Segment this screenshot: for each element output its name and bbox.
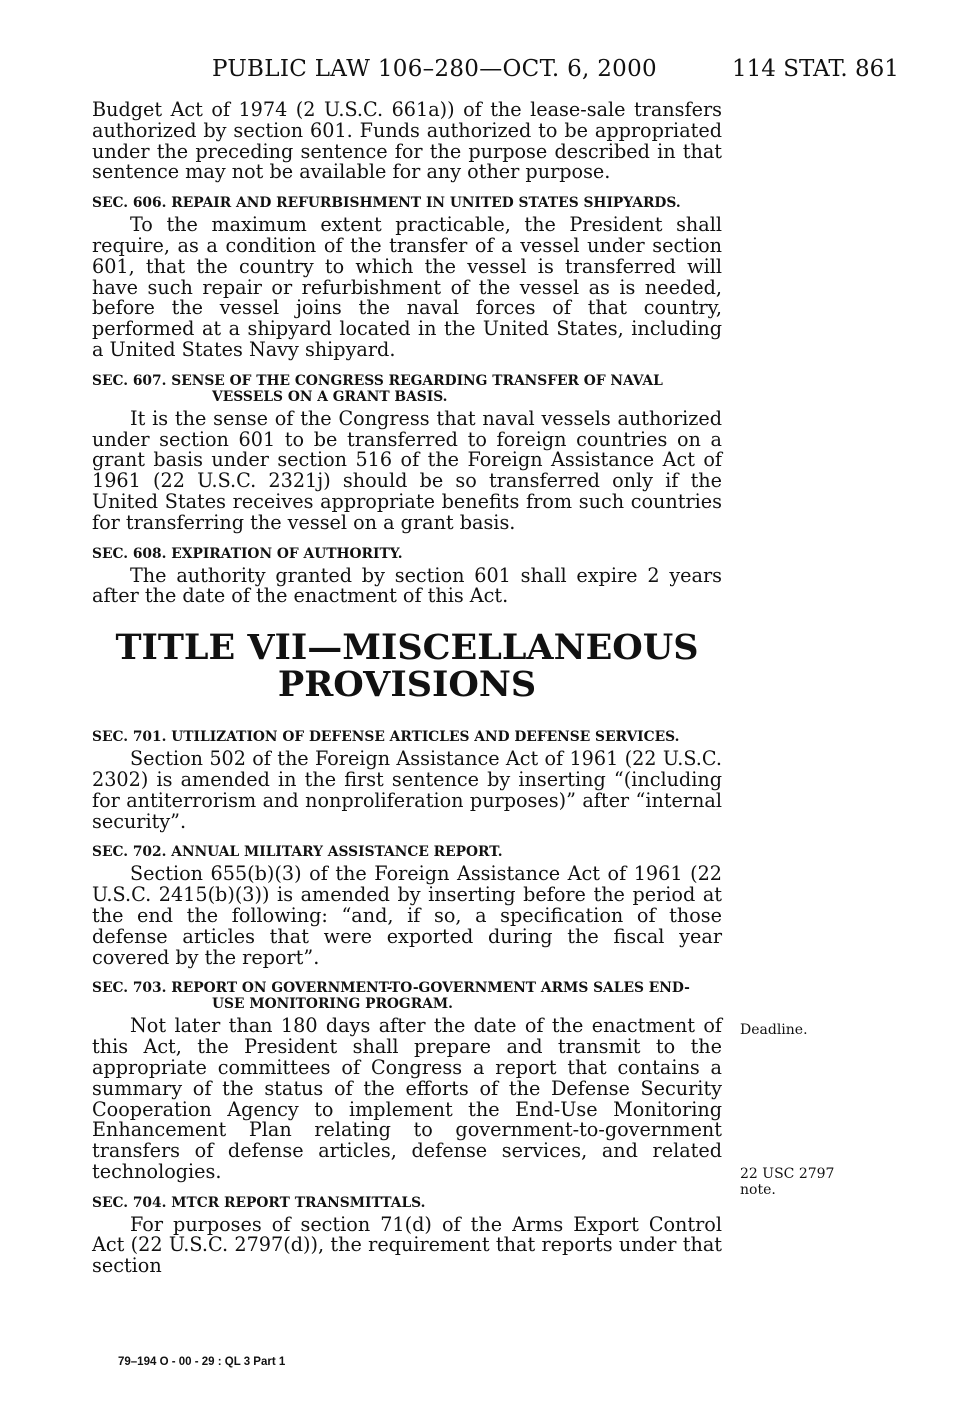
section-number: SEC. 704. xyxy=(92,1194,167,1211)
margin-note-usc xyxy=(740,1166,834,1198)
section-704-body: For purposes of section 71(d) of the Arms Export Control Act (22 U.S.C. 2797(d)), the requirement that reports under that section xyxy=(92,1212,722,1278)
section-701-body: Section 502 of the Foreign Assistance Act of 1961 (22 U.S.C. 2302) is amended in the first sentence by inserting “(including for antiterrorism and nonproliferation purposes)” after “internal security”. xyxy=(92,747,722,833)
section-number: SEC. 703. xyxy=(92,980,167,997)
section-number: SEC. 608. xyxy=(92,545,167,562)
running-header xyxy=(0,56,954,92)
header-stat-page: 114 STAT. 861 xyxy=(732,56,899,82)
section-title: REPAIR AND REFURBISHMENT IN UNITED STATES SHIPYARDS. xyxy=(171,195,681,212)
margin-note-deadline: Deadline. xyxy=(740,1022,808,1038)
margin-note-usc-line1: 22 USC 2797 xyxy=(740,1166,835,1182)
margin-note-usc-line2: note. xyxy=(740,1182,776,1198)
section-607-heading xyxy=(92,373,722,405)
section-703-body: Not later than 180 days after the date of the enactment of this Act, the President shall prepare and transmit to the appropriate committees of Congress a report that contains a summary of the status of the efforts of the Defense Security Cooperation Agency to implement the End-Use Monitoring Enhancement Plan relating to government-to-government transfers of defense articles, defense services, and related technologies. xyxy=(92,1014,722,1183)
section-title: EXPIRATION OF AUTHORITY. xyxy=(171,545,403,562)
section-number: SEC. 701. xyxy=(92,729,167,746)
section-title: SENSE OF THE CONGRESS REGARDING TRANSFER OF NAVAL VESSELS ON A GRANT BASIS. xyxy=(171,372,663,405)
main-text-column xyxy=(92,100,722,1277)
section-number: SEC. 606. xyxy=(92,195,167,212)
title-line-1: TITLE VII—MISCELLANEOUS xyxy=(115,627,699,669)
section-title: ANNUAL MILITARY ASSISTANCE REPORT. xyxy=(171,844,503,861)
section-number: SEC. 702. xyxy=(92,844,167,861)
section-702-heading xyxy=(92,844,722,860)
section-title: REPORT ON GOVERNMENT-TO-GOVERNMENT ARMS SALES END-USE MONITORING PROGRAM. xyxy=(171,980,690,1013)
section-607-body: It is the sense of the Congress that naval vessels authorized under section 601 to be transferred to foreign countries on a grant basis under section 516 of the Foreign Assistance Act of 1961 (22 U.S.C. 2321j) should be so transferred only if the United States receives appropriate benefits from such countries for transferring the vessel on a grant basis. xyxy=(92,406,722,534)
section-701-heading xyxy=(92,729,722,745)
section-title: UTILIZATION OF DEFENSE ARTICLES AND DEFENSE SERVICES. xyxy=(171,729,680,746)
title-line-2: PROVISIONS xyxy=(277,664,537,706)
section-608-heading xyxy=(92,546,722,562)
header-citation: PUBLIC LAW 106–280—OCT. 6, 2000 xyxy=(212,56,657,82)
section-608-body: The authority granted by section 601 shall expire 2 years after the date of the enactment of this Act. xyxy=(92,563,722,608)
print-footer: 79–194 O - 00 - 29 : QL 3 Part 1 xyxy=(118,1356,286,1368)
section-number: SEC. 607. xyxy=(92,372,167,389)
section-606-body: To the maximum extent practicable, the President shall require, as a condition of the transfer of a vessel under section 601, that the country to which the vessel is transferred will have such repair or refurbishment of the vessel as is needed, before the vessel joins the naval forces of that country, performed at a shipyard located in the United States, including a United States Navy shipyard. xyxy=(92,213,722,361)
section-703-heading xyxy=(92,980,722,1012)
intro-paragraph: Budget Act of 1974 (2 U.S.C. 661a)) of the lease-sale transfers authorized by section 601. Funds authorized to be appropriated under the preceding sentence for the purpose described in that sentence may not be available for any other purpose. xyxy=(92,98,722,184)
title-vii-heading xyxy=(92,627,722,706)
section-606-heading xyxy=(92,195,722,211)
section-title: MTCR REPORT TRANSMITTALS. xyxy=(171,1194,426,1211)
section-702-body: Section 655(b)(3) of the Foreign Assistance Act of 1961 (22 U.S.C. 2415(b)(3)) is amended by inserting before the period at the end the following: “and, if so, a specification of those defense articles that were exported during the fiscal year covered by the report”. xyxy=(92,862,722,969)
section-704-heading xyxy=(92,1195,722,1211)
